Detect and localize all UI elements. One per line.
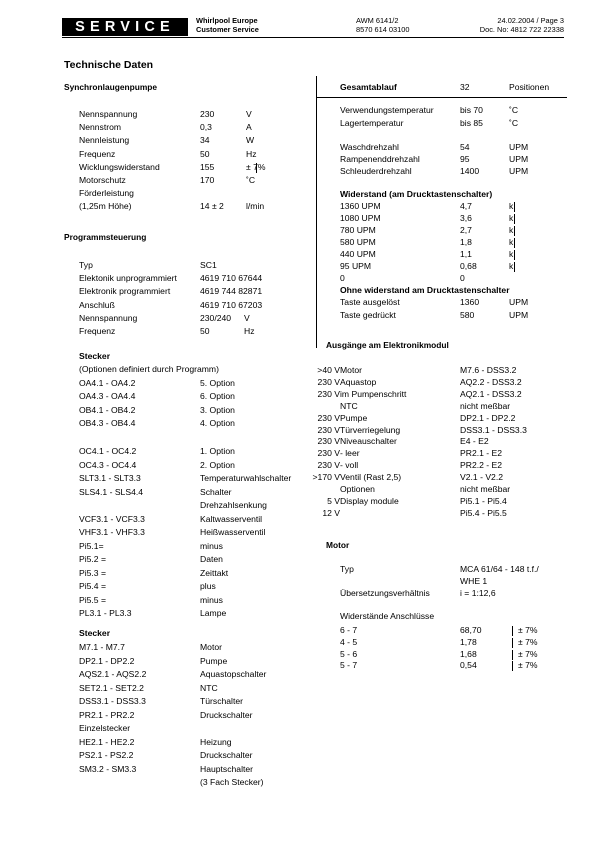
part-number: 8570 614 03100 — [356, 25, 410, 34]
stecker-1b-cell: SLT3.1 - SLT3.3 — [79, 473, 141, 483]
motor-cell: MCA 61/64 - 148 t.f./ — [460, 564, 539, 574]
date-page: 24.02.2004 / Page 3 — [497, 16, 564, 25]
anschluesse-divider — [512, 661, 513, 671]
stecker-1b-cell: Pi5.1= — [79, 540, 104, 551]
stecker-1b-cell: Pi5.2 = — [79, 554, 106, 564]
stecker-1a-cell: OA4.1 - OA4.2 — [79, 378, 136, 388]
stecker-2-cell: Heizung — [200, 736, 232, 747]
widerstand-divider — [514, 262, 515, 272]
speed-cell: UPM — [509, 142, 529, 152]
stecker-2-cell: Motor — [200, 642, 222, 652]
stecker-2-cell: PS2.1 - PS2.2 — [79, 750, 134, 760]
stecker-1b-cell: OC4.1 - OC4.2 — [79, 446, 137, 456]
stecker-1-title: Stecker — [79, 351, 111, 361]
ausgaenge-cell: Optionen — [340, 484, 375, 494]
stecker-1b-cell: Daten — [200, 554, 223, 564]
header-rule — [62, 37, 564, 38]
motor-cell: i = 1:12,6 — [460, 587, 496, 598]
ausgaenge-cell: Display module — [340, 495, 399, 506]
temperature-cell: bis 85 — [460, 118, 483, 128]
ausgaenge-cell: 230 V — [317, 436, 340, 447]
speed-cell: 1400 — [460, 166, 480, 176]
pump-cell: 155 — [200, 161, 215, 172]
stecker-1b-cell: Pi5.4 = — [79, 581, 106, 591]
motor-cell: WHE 1 — [460, 575, 488, 586]
widerstand-cell: 1080 UPM — [340, 213, 381, 223]
ausgaenge-cell: AQ2.2 - DSS3.2 — [460, 376, 522, 387]
ohne-widerstand-title: Ohne widerstand am Drucktastenschalter — [340, 285, 510, 295]
ausgaenge-cell: nicht meßbar — [460, 484, 511, 494]
stecker-1b-cell: 1. Option — [200, 446, 235, 456]
stecker-1b-cell: Lampe — [200, 608, 227, 618]
stecker-2-cell: Druckschalter — [200, 709, 253, 720]
ausgaenge-cell: DSS3.1 - DSS3.3 — [460, 424, 527, 435]
ausgaenge-cell: PR2.2 - E2 — [460, 460, 503, 471]
stecker-2-cell: DP2.1 - DP2.2 — [79, 655, 135, 666]
program-cell: Elektronik programmiert — [79, 286, 171, 297]
ausgaenge-cell: Türverriegelung — [340, 424, 401, 435]
ausgaenge-cell: >40 V — [317, 365, 340, 375]
widerstand-cell: 440 UPM — [340, 249, 376, 259]
stecker-2-cell: Druckschalter — [200, 750, 253, 760]
anschluesse-cell: ± 7% — [518, 636, 538, 647]
program-section-title: Programmsteuerung — [64, 232, 147, 242]
pump-cell: l/min — [246, 201, 265, 212]
stecker-1b-cell: plus — [200, 581, 216, 591]
widerstand-cell: k — [509, 201, 514, 211]
pump-cell: 170 — [200, 175, 215, 185]
pump-cell: Nennleistung — [79, 135, 130, 146]
ausgaenge-cell: - voll — [340, 460, 359, 471]
anschluesse-cell: 5 - 7 — [340, 660, 358, 671]
stecker-2-cell: AQS2.1 - AQS2.2 — [79, 669, 147, 679]
widerstand-divider — [514, 214, 515, 224]
pump-cell: Wicklungswiderstand — [79, 161, 160, 172]
pump-cell: 34 — [200, 135, 210, 146]
pump-cell: 14 ± 2 — [200, 201, 224, 212]
stecker-1b-cell: VCF3.1 - VCF3.3 — [79, 513, 145, 524]
anschluesse-cell: 1,78 — [460, 636, 477, 647]
pump-cell: V — [246, 109, 252, 119]
speed-cell: 54 — [460, 142, 470, 152]
anschluesse-cell: 1,68 — [460, 648, 477, 659]
pump-cell: Hz — [246, 148, 257, 159]
stecker-1b-cell: Pi5.3 = — [79, 567, 106, 578]
stecker-1b-cell: OC4.3 - OC4.4 — [79, 459, 137, 470]
widerstand-divider — [514, 238, 515, 248]
anschluesse-divider — [512, 638, 513, 648]
department-name: Customer Service — [196, 25, 259, 34]
ausgaenge-cell: - leer — [340, 448, 360, 459]
stecker-2-title: Stecker — [79, 628, 111, 638]
stecker-1b-cell: Schalter — [200, 486, 232, 497]
pump-cell: ± 7% — [246, 161, 266, 172]
temperature-cell: Verwendungstemperatur — [340, 105, 434, 115]
widerstand-cell: k — [509, 237, 514, 247]
widerstand-cell: 580 UPM — [340, 237, 376, 247]
stecker-1b-cell: 2. Option — [200, 459, 235, 470]
temperature-cell: Lagertemperatur — [340, 118, 404, 128]
widerstand-cell: 2,7 — [460, 225, 472, 235]
pump-cell: Förderleistung — [79, 188, 134, 199]
temperature-cell: bis 70 — [460, 105, 483, 115]
widerstand-cell: 95 UPM — [340, 261, 372, 271]
document-number: Doc. No: 4812 722 22338 — [479, 25, 564, 34]
page-title: Technische Daten — [64, 59, 154, 71]
motor-cell: Übersetzungsverhältnis — [340, 587, 430, 598]
company-name: Whirlpool Europe — [196, 16, 258, 25]
pump-divider — [256, 163, 257, 173]
pump-cell: W — [246, 135, 255, 146]
ausgaenge-cell: Pumpe — [340, 412, 368, 423]
widerstand-divider — [514, 250, 515, 260]
stecker-2-cell: Pumpe — [200, 655, 228, 666]
ausgaenge-cell: V2.1 - V2.2 — [460, 472, 503, 483]
anschluesse-cell: 5 - 6 — [340, 648, 358, 659]
stecker-1b-cell: PL3.1 - PL3.3 — [79, 608, 132, 618]
widerstand-cell: 4,7 — [460, 201, 472, 211]
widerstand-cell: 0,68 — [460, 261, 477, 271]
anschluesse-divider — [512, 626, 513, 636]
stecker-2-cell: SM3.2 - SM3.3 — [79, 763, 137, 774]
pump-cell: A — [246, 122, 252, 133]
widerstand-cell: 780 UPM — [340, 225, 376, 235]
anschluesse-cell: ± 7% — [518, 648, 538, 659]
ausgaenge-cell: Aquastop — [340, 376, 377, 387]
gesamt-rule — [316, 97, 567, 98]
program-cell: 4619 710 67203 — [200, 299, 263, 310]
stecker-2-cell: DSS3.1 - DSS3.3 — [79, 696, 146, 706]
stecker-2-cell: NTC — [200, 682, 218, 693]
stecker-2-cell: SET2.1 - SET2.2 — [79, 682, 144, 693]
stecker-1b-cell: Kaltwasserventil — [200, 513, 263, 524]
stecker-1b-cell: minus — [200, 540, 223, 551]
stecker-2-cell: PR2.1 - PR2.2 — [79, 709, 135, 720]
program-cell: 230/240 — [200, 312, 232, 323]
pump-cell: Nennspannung — [79, 109, 138, 119]
stecker-1a-cell: OB4.1 - OB4.2 — [79, 404, 136, 415]
ohne-widerstand-cell: 580 — [460, 309, 475, 320]
stecker-2-cell: Aquastopschalter — [200, 669, 267, 679]
speed-cell: 95 — [460, 154, 470, 164]
speed-cell: UPM — [509, 166, 529, 176]
stecker-1a-cell: 3. Option — [200, 404, 235, 415]
speed-cell: Rampenenddrehzahl — [340, 154, 420, 164]
pump-cell: 230 — [200, 109, 215, 119]
stecker-1a-cell: 5. Option — [200, 378, 235, 388]
widerstand-cell: 1360 UPM — [340, 201, 381, 211]
stecker-1a-cell: 6. Option — [200, 391, 235, 402]
motor-title: Motor — [326, 540, 350, 550]
temperature-cell: ˚C — [509, 118, 519, 128]
program-cell: Hz — [244, 326, 255, 336]
widerstand-cell: k — [509, 213, 514, 223]
ohne-widerstand-cell: UPM — [509, 297, 529, 307]
temperature-cell: ˚C — [509, 105, 519, 115]
ausgaenge-cell: AQ2.1 - DSS3.2 — [460, 388, 522, 399]
ausgaenge-cell: Motor — [340, 365, 362, 375]
stecker-1b-cell: Heißwasserventil — [200, 527, 266, 537]
pump-cell: 50 — [200, 148, 210, 159]
stecker-2-cell: (3 Fach Stecker) — [200, 777, 264, 787]
stecker-1b-cell: Temperaturwahlschalter — [200, 473, 292, 483]
stecker-2-cell: HE2.1 - HE2.2 — [79, 736, 135, 747]
pump-cell: Motorschutz — [79, 175, 126, 185]
ausgaenge-cell: Niveauschalter — [340, 436, 397, 447]
program-cell: V — [244, 312, 250, 323]
program-cell: 50 — [200, 326, 210, 336]
ausgaenge-cell: 5 V — [327, 495, 340, 506]
ohne-widerstand-cell: Taste ausgelöst — [340, 297, 400, 307]
service-banner: SERVICE — [62, 18, 188, 36]
ausgaenge-cell: 230 V — [317, 448, 340, 459]
stecker-1a-cell: OA4.3 - OA4.4 — [79, 391, 136, 402]
ausgaenge-cell: Pi5.1 - Pi5.4 — [460, 495, 507, 506]
widerstand-title: Widerstand (am Drucktastenschalter) — [340, 189, 493, 199]
stecker-1b-cell: Zeittakt — [200, 567, 229, 578]
stecker-2-cell: Einzelstecker — [79, 723, 131, 733]
stecker-2-cell: Hauptschalter — [200, 763, 254, 774]
stecker-1a-cell: OB4.3 - OB4.4 — [79, 417, 136, 428]
stecker-1b-cell: SLS4.1 - SLS4.4 — [79, 486, 144, 497]
widerstand-cell: 3,6 — [460, 213, 472, 223]
pump-section-title: Synchronlaugenpumpe — [64, 82, 158, 92]
stecker-1b-cell: Pi5.5 = — [79, 594, 106, 605]
stecker-2-cell: Türschalter — [200, 696, 243, 706]
anschluesse-cell: 0,54 — [460, 660, 477, 671]
widerstand-cell: k — [509, 261, 514, 271]
program-cell: 4619 744 82871 — [200, 286, 263, 297]
ausgaenge-cell: 230 V — [317, 460, 340, 471]
model-number: AWM 6141/2 — [356, 16, 399, 25]
widerstand-cell: k — [509, 249, 514, 259]
stecker-2-cell: M7.1 - M7.7 — [79, 642, 125, 652]
ausgaenge-cell: M7.6 - DSS3.2 — [460, 365, 517, 375]
anschluesse-divider — [512, 650, 513, 660]
anschluesse-cell: 68,70 — [460, 625, 482, 635]
ohne-widerstand-cell: Taste gedrückt — [340, 309, 396, 320]
ausgaenge-cell: NTC — [340, 400, 358, 411]
program-cell: SC1 — [200, 260, 217, 270]
pump-cell: Frequenz — [79, 148, 116, 159]
ohne-widerstand-cell: UPM — [509, 309, 529, 320]
ausgaenge-cell: 230 V — [317, 388, 340, 399]
ausgaenge-cell: DP2.1 - DP2.2 — [460, 412, 516, 423]
speed-cell: Schleuderdrehzahl — [340, 166, 412, 176]
ausgaenge-cell: 12 V — [322, 507, 340, 518]
program-cell: Anschluß — [79, 299, 115, 310]
ausgaenge-cell: 230 V — [317, 412, 340, 423]
widerstand-cell: 1,1 — [460, 249, 472, 259]
anschluesse-cell: 4 - 5 — [340, 636, 358, 647]
ausgaenge-cell: nicht meßbar — [460, 400, 511, 411]
widerstand-cell: k — [509, 225, 514, 235]
pump-cell: (1,25m Höhe) — [79, 201, 132, 212]
ohne-widerstand-cell: 1360 — [460, 297, 480, 307]
ausgaenge-title: Ausgänge am Elektronikmodul — [326, 340, 449, 350]
motor-cell: Typ — [340, 564, 354, 574]
widerstand-cell: 1,8 — [460, 237, 472, 247]
widerstand-cell: 0 — [460, 273, 465, 283]
ausgaenge-cell: PR2.1 - E2 — [460, 448, 503, 459]
anschluesse-cell: 6 - 7 — [340, 625, 358, 635]
program-cell: Typ — [79, 260, 93, 270]
ausgaenge-cell: im Pumpenschritt — [340, 388, 407, 399]
widerstand-divider — [514, 226, 515, 236]
ausgaenge-cell: >170 V — [312, 472, 340, 483]
stecker-1a-cell: 4. Option — [200, 417, 235, 428]
pump-cell: 0,3 — [200, 122, 212, 133]
ausgaenge-cell: E4 - E2 — [460, 436, 489, 447]
column-divider — [316, 76, 317, 348]
ausgaenge-cell: Pi5.4 - Pi5.5 — [460, 507, 507, 518]
program-cell: Frequenz — [79, 326, 116, 336]
stecker-1b-cell: Drehzahlsenkung — [200, 500, 267, 510]
stecker-1b-cell: minus — [200, 594, 223, 605]
program-cell: 4619 710 67644 — [200, 273, 263, 284]
ausgaenge-cell: Ventil (Rast 2,5) — [340, 472, 402, 483]
speed-cell: UPM — [509, 154, 529, 164]
anschluesse-cell: ± 7% — [518, 625, 538, 635]
anschluesse-cell: ± 7% — [518, 660, 538, 671]
pump-cell: ˚C — [246, 175, 256, 185]
widerstand-divider — [514, 202, 515, 212]
program-cell: Nennspannung — [79, 312, 138, 323]
ausgaenge-cell: 230 V — [317, 424, 340, 435]
pump-cell: Nennstrom — [79, 122, 122, 133]
speed-cell: Waschdrehzahl — [340, 142, 399, 152]
program-cell: Elektonik unprogrammiert — [79, 273, 177, 284]
ausgaenge-cell: 230 V — [317, 376, 340, 387]
stecker-1b-cell: VHF3.1 - VHF3.3 — [79, 527, 145, 537]
widerstand-cell: 0 — [340, 273, 345, 283]
